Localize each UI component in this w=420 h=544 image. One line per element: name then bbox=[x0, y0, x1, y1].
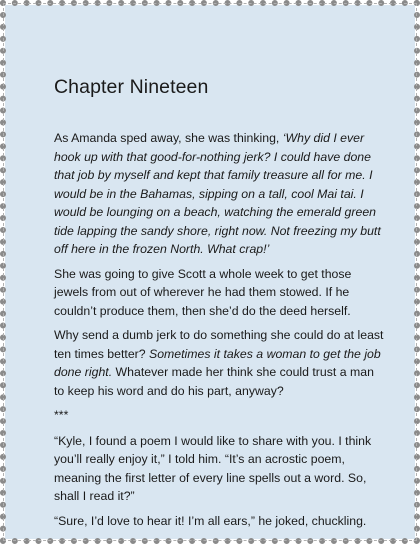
paragraph-text: As Amanda sped away, she was thinking, bbox=[54, 131, 283, 145]
paragraph-text: Why send a dumb jerk to do something she could do at least ten times better? bbox=[54, 328, 384, 361]
page-content bbox=[54, 76, 384, 536]
paragraph-scott-week: She was going to give Scott a whole week to get those jewels from out of wherever he had them stowed. If he couldn’t produce them, then she’d do the deed herself. bbox=[54, 266, 352, 318]
italic-thought: Sometimes it takes a woman to get the job done right. bbox=[54, 346, 381, 379]
paragraph-text: Whatever made her think she could trust a man to keep his word and do his part, anyway? bbox=[54, 365, 374, 398]
paragraph-kyle-poem: “Kyle, I found a poem I would like to share with you. I think you’ll really enjoy it,” I told him. “It’s an acrostic poem, meaning the first letter of every line spells out a word. So, shall I read it?” bbox=[54, 433, 372, 503]
paragraph-amanda-thoughts bbox=[54, 129, 384, 259]
paragraph-dumb-jerk bbox=[54, 326, 384, 400]
chapter-title: Chapter Nineteen bbox=[54, 76, 209, 98]
italic-thought: ‘Why did I ever hook up with that good-for-nothing jerk? I could have done that job by myself and kept that family treasure all for me. I would be in the Bahamas, sipping on a tall, cool Mai tai. I would be lounging on a beach, watching the emerald green tide lapping the sandy shore, right now. Not freezing my butt off here in the frozen North. What crap!’ bbox=[54, 131, 381, 256]
scene-separator: *** bbox=[54, 408, 69, 422]
paragraph-kyle-reply: “Sure, I’d love to hear it! I’m all ears,” he joked, chuckling. bbox=[54, 513, 367, 528]
